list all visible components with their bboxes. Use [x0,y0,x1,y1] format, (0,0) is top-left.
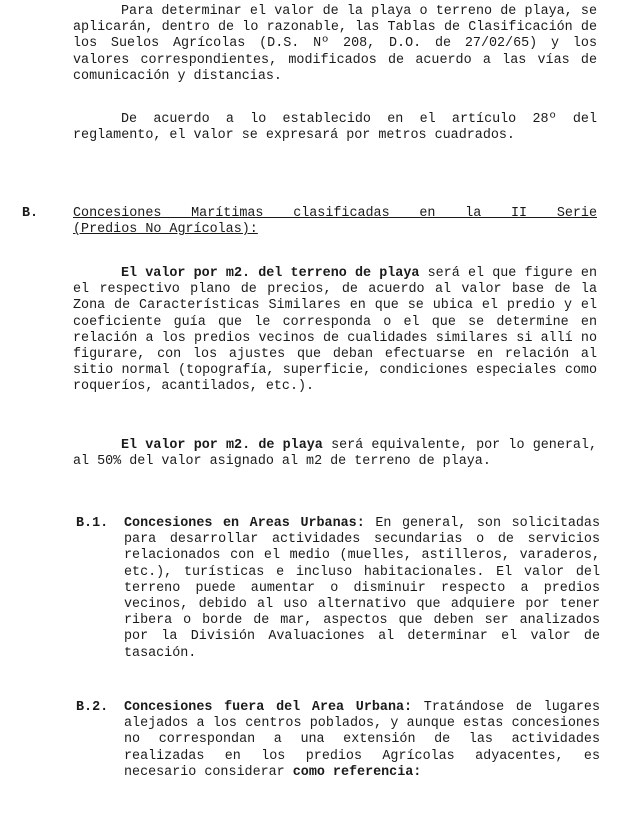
subsection-b2-label: B.2. [76,700,109,715]
subsection-lead: Concesiones fuera del Area Urbana: [124,700,413,715]
paragraph-lead: El valor por m2. de playa [121,438,323,453]
paragraph-terreno-playa [73,266,597,396]
subsection-text: En general, son solicitadas para desarrollar actividades secundarias o de servicios relacionados con el medio (muelles, astilleros, varaderos, etc.), turísticas e incluso habitacionales. El valor del terreno puede aumentar o disminuir respecto a predios vecinos, debido al uso alternativo que adquiere por tener ribera o borde de mar, aspectos que deben ser analizados por la División Avaluaciones al determinar el valor de tasación. [124,516,600,661]
section-b-title [73,206,597,238]
paragraph-playa-50 [73,438,597,470]
paragraph-lead: El valor por m2. del terreno de playa [121,266,420,281]
subsection-b1 [124,516,600,662]
paragraph-reglamento [73,112,597,144]
subsection-b2 [124,700,600,781]
subsection-lead: Concesiones en Areas Urbanas: [124,516,365,531]
section-b-title-line2: (Predios No Agrícolas): [73,222,258,238]
section-b-label: B. [22,206,39,221]
paragraph-text: Para determinar el valor de la playa o terreno de playa, se aplicarán, dentro de lo razonable, las Tablas de Clasificación de los Suelos Agrícolas (D.S. Nº 208, D.O. de 27/02/65) y los valores correspondientes, modificados de acuerdo a las vías de comunicación y distancias. [73,4,597,84]
paragraph-text: será el que figure en el respectivo plano de precios, de acuerdo al valor base de la Zona de Características Similares en que se ubica el predio y el coeficiente guía que le corresponda o el que se determine en relación a los predios vecinos de cualidades similares si allí no figurare, con los ajustes que deban efectuarse en relación al sitio normal (topografía, superficie, condiciones especiales como roqueríos, acantilados, etc.). [73,266,597,395]
subsection-text: Tratándose de lugares alejados a los centros poblados, y aunque estas concesiones no correspondan a una extensión de las actividades realizadas en los predios Agrícolas adyacentes, es necesario considerar [124,700,600,780]
subsection-b1-label: B.1. [76,516,109,531]
paragraph-playa-value [73,4,597,85]
paragraph-text: será equivalente, por lo general, al 50% del valor asignado al m2 de terreno de playa. [73,438,597,470]
paragraph-text: De acuerdo a lo establecido en el artículo 28º del reglamento, el valor se expresará por metros cuadrados. [73,112,597,144]
subsection-tail: como referencia: [292,764,422,780]
section-b-title-line1: Concesiones Marítimas clasificadas en la II Serie [73,206,597,221]
